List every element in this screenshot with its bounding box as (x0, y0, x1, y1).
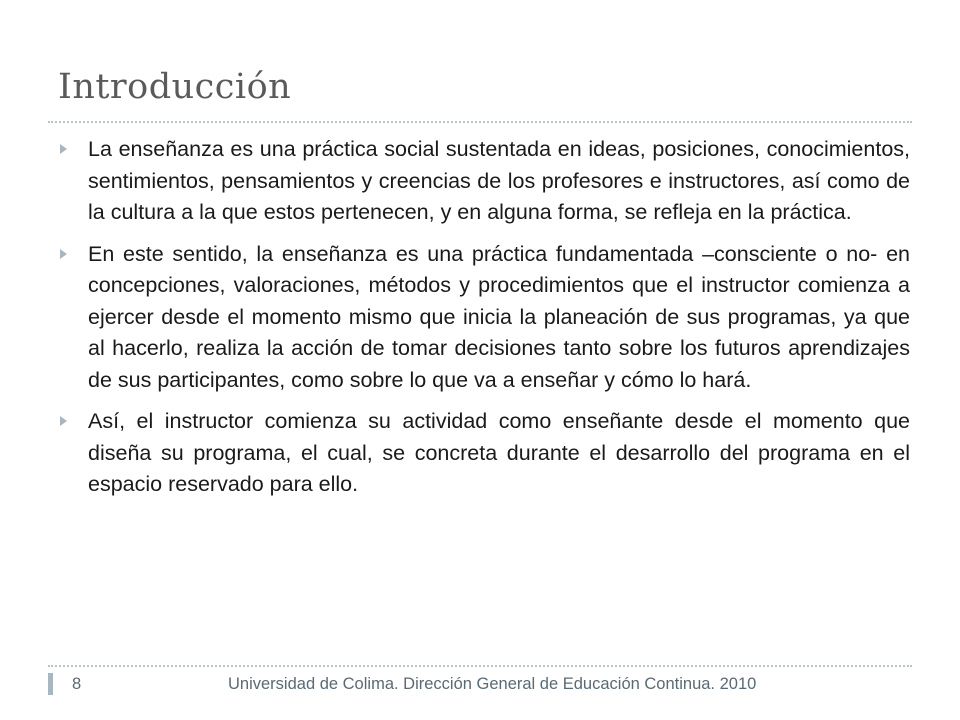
bullet-item (58, 406, 910, 501)
triangle-right-icon (58, 239, 88, 269)
triangle-right-icon (58, 134, 88, 164)
bullet-text: Así, el instructor comienza su actividad como enseñante desde el momento que diseña su programa, el cual, se concreta durante el desarrollo del programa en el espacio reservado para ello. (88, 409, 910, 496)
bullet-item (58, 239, 910, 397)
page-number: 8 (72, 675, 82, 693)
footer-divider (48, 665, 912, 667)
bullet-item (58, 134, 910, 229)
footer-accent-bar (48, 673, 53, 695)
bullet-list (58, 134, 910, 511)
footer-organization: Universidad de Colima. Dirección General de Educación Continua. 2010 (228, 675, 757, 693)
slide-footer (0, 673, 960, 697)
title-divider (48, 121, 912, 123)
bullet-text: La enseñanza es una práctica social sustentada en ideas, posiciones, conocimientos, sentimientos, pensamientos y creencias de los profesores e instructores, así como de la cultura a la que estos pertenecen, y en alguna forma, se refleja en la práctica. (88, 137, 910, 224)
slide-title: Introducción (58, 67, 292, 107)
triangle-right-icon (58, 406, 88, 436)
bullet-text: En este sentido, la enseñanza es una práctica fundamentada –consciente o no- en concepciones, valoraciones, métodos y procedimientos que el instructor comienza a ejercer desde el momento mismo que inicia la planeación de sus programas, ya que al hacerlo, realiza la acción de tomar decisiones tanto sobre los futuros aprendizajes de sus participantes, como sobre lo que va a enseñar y cómo lo hará. (88, 241, 910, 392)
